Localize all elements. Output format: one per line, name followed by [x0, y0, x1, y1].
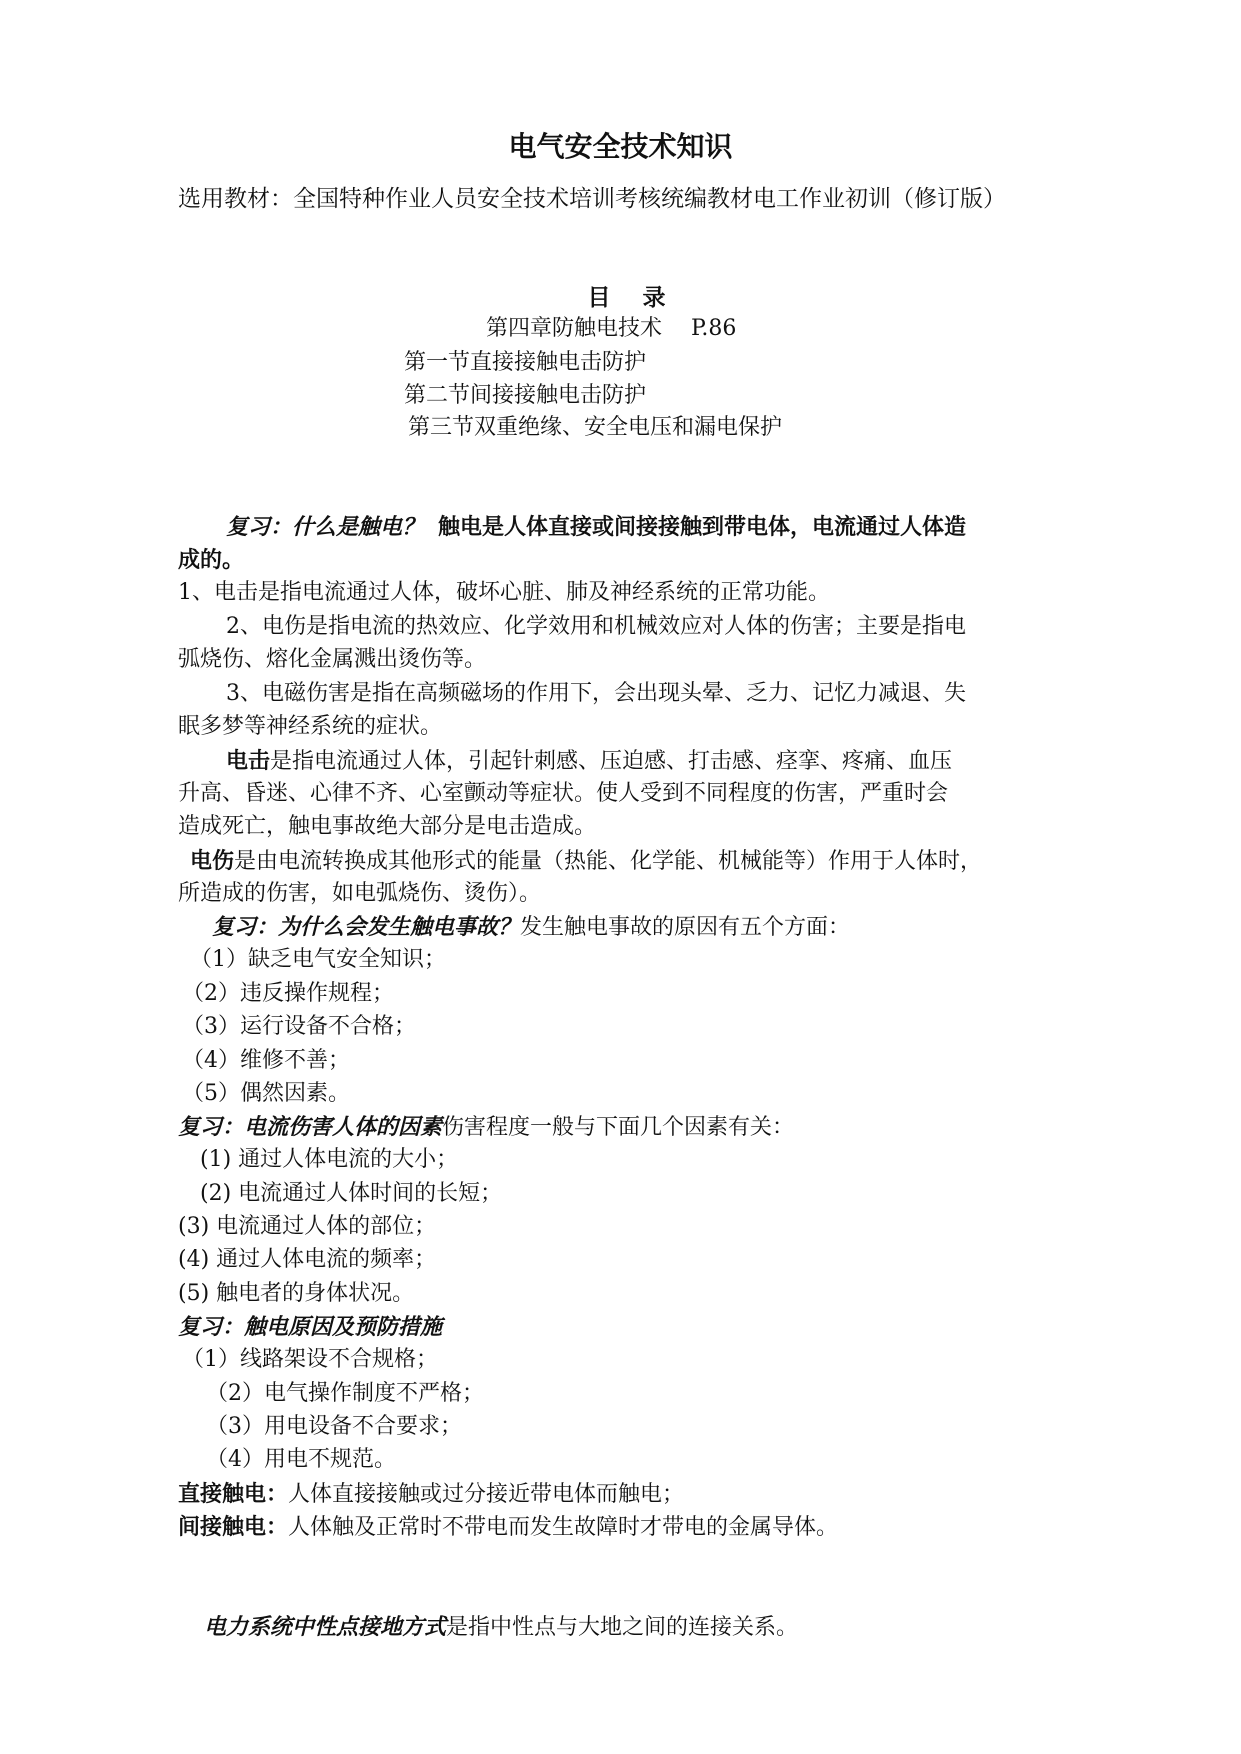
- shock-definition-end: 造成死亡，触电事故绝大部分是电击造成。: [178, 814, 597, 839]
- textbook-note: 选用教材：全国特种作业人员安全技术培训考核统编教材电工作业初训（修订版）: [178, 186, 1006, 212]
- harm-factor-3: (3) 电流通过人体的部位；: [178, 1214, 437, 1239]
- review-question: 复习：什么是触电？: [226, 514, 425, 540]
- review-answer-cont: 成的。: [178, 547, 245, 573]
- neutral-grounding-term: 电力系统中性点接地方式: [204, 1614, 447, 1640]
- accident-cause-5: （5）偶然因素。: [182, 1081, 350, 1106]
- harm-factor-5: (5) 触电者的身体状况。: [178, 1281, 415, 1306]
- prevention-2: （2）电气操作制度不严格；: [206, 1381, 484, 1406]
- prevention-4: （4）用电不规范。: [206, 1447, 396, 1472]
- point-1: 1、电击是指电流通过人体，破坏心脏、肺及神经系统的正常功能。: [178, 580, 830, 605]
- prevention-1: （1）线路架设不合规格；: [182, 1347, 438, 1372]
- review-what-is-shock: [226, 512, 966, 543]
- prevention-3: （3）用电设备不合要求；: [206, 1414, 462, 1439]
- review-harm-factors: 复习：电流伤害人体的因素伤害程度一般与下面几个因素有关：: [178, 1114, 795, 1140]
- toc-section-2: 第二节间接接触电击防护: [404, 383, 647, 408]
- review-causes-prevention: 复习：触电原因及预防措施: [178, 1314, 443, 1340]
- point-3-cont: 眠多梦等神经系统的症状。: [178, 714, 443, 739]
- accident-cause-1: （1）缺乏电气安全知识；: [190, 947, 446, 972]
- direct-contact-term: 直接触电：: [178, 1481, 289, 1507]
- shock-definition-cont: 升高、昏迷、心律不齐、心室颤动等症状。使人受到不同程度的伤害，严重时会: [178, 781, 949, 806]
- toc-section-1: 第一节直接接触电击防护: [404, 350, 647, 375]
- neutral-grounding-definition: 电力系统中性点接地方式是指中性点与大地之间的连接关系。: [204, 1614, 799, 1640]
- indirect-contact-term: 间接触电：: [178, 1514, 289, 1540]
- harm-factor-4: (4) 通过人体电流的频率；: [178, 1247, 437, 1272]
- review-answer: 触电是人体直接或间接接触到带电体，电流通过人体造: [438, 514, 967, 540]
- point-2: 2、电伤是指电流的热效应、化学效用和机械效应对人体的伤害；主要是指电: [226, 614, 966, 639]
- accident-cause-2: （2）违反操作规程；: [182, 981, 394, 1006]
- review-question: 复习：电流伤害人体的因素: [178, 1114, 443, 1140]
- shock-term: 电击: [226, 748, 271, 774]
- toc-section-3: 第三节双重绝缘、安全电压和漏电保护: [408, 415, 783, 440]
- direct-contact-definition: 直接触电：人体直接接触或过分接近带电体而触电；: [178, 1481, 685, 1507]
- toc-chapter: 第四章防触电技术 P.86: [486, 316, 737, 341]
- review-why-accidents: 复习：为什么会发生触电事故？发生触电事故的原因有五个方面：: [212, 914, 851, 940]
- review-question: 复习：为什么会发生触电事故？: [212, 914, 521, 940]
- harm-factor-2: (2) 电流通过人体时间的长短；: [200, 1181, 503, 1206]
- harm-factor-1: (1) 通过人体电流的大小；: [200, 1147, 459, 1172]
- accident-cause-3: （3）运行设备不合格；: [182, 1014, 416, 1039]
- indirect-contact-definition: 间接触电：人体触及正常时不带电而发生故障时才带电的金属导体。: [178, 1514, 839, 1540]
- toc-heading: 目 录: [587, 284, 678, 311]
- injury-definition: 电伤是由电流转换成其他形式的能量（热能、化学能、机械能等）作用于人体时，: [190, 848, 983, 874]
- shock-definition: 电击是指电流通过人体，引起针刺感、压迫感、打击感、痉挛、疼痛、血压: [226, 748, 953, 774]
- point-2-cont: 弧烧伤、熔化金属溅出烫伤等。: [178, 647, 487, 672]
- injury-term: 电伤: [190, 848, 235, 874]
- point-3: 3、电磁伤害是指在高频磁场的作用下，会出现头晕、乏力、记忆力减退、失: [226, 681, 966, 706]
- injury-definition-cont: 所造成的伤害，如电弧烧伤、烫伤）。: [178, 881, 542, 906]
- accident-cause-4: （4）维修不善；: [182, 1048, 350, 1073]
- document-title: 电气安全技术知识: [508, 130, 733, 163]
